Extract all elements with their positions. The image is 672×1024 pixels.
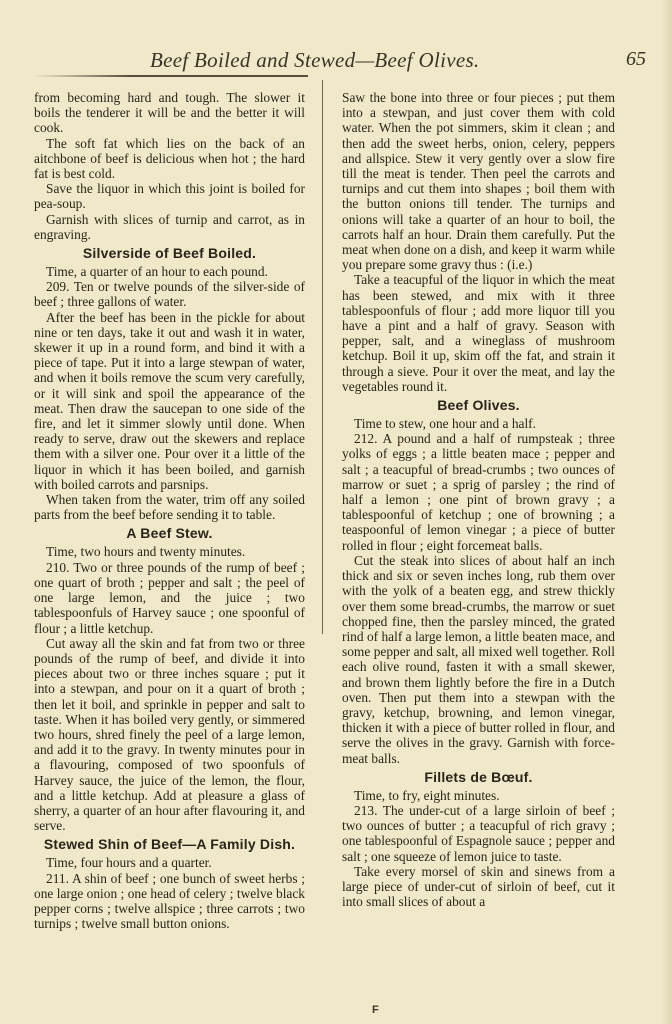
recipe-heading-silverside: Silverside of Beef Boiled. [82,245,257,262]
paragraph: from becoming hard and tough. The slower it boils the tenderer it will be and the better it will cook. [34,90,305,136]
recipe-ingredients: 212. A pound and a half of rumpsteak ; three yolks of eggs ; a little beaten mace ; pepper and salt ; a teacupful of bread-crumbs ; two ounces of marrow or suet ; a sprig of parsley ; the rind of half a lemon ; one pint of brown gravy ; a tablespoonful of ketchup ; one of browning ; a teaspoonful of lemon vinegar ; a piece of butter rolled in flour ; eight forcemeat balls. [342,431,615,553]
recipe-time: Time, four hours and a quarter. [46,855,212,871]
recipe-ingredients: 213. The under-cut of a large sirloin of beef ; two ounces of butter ; a teacupful of rich gravy ; one tablespoonful of Espagnole sauce ; pepper and salt ; one squeeze of lemon juice to taste. [342,802,615,864]
header-rule [34,75,308,77]
recipe-ingredients: 211. A shin of beef ; one bunch of sweet herbs ; one large onion ; one head of celery ; twelve black pepper corns ; twelve allspice ; three carrots ; two turnips ; twelve small button onions. [34,870,305,932]
paragraph: Garnish with slices of turnip and carrot, as in engraving. [34,211,305,242]
recipe-note: When taken from the water, trim off any soiled parts from the beef before sending it to table. [34,492,305,523]
paragraph: Save the liquor in which this joint is boiled for pea-soup. [34,181,305,212]
column-divider [322,80,323,634]
recipe-ingredients: 210. Two or three pounds of the rump of beef ; one quart of broth ; pepper and salt ; the peel of one large lemon, and the juice ; two tablespoonfuls of Harvey sauce ; one spoonful of flour ; a little ketchup. [34,559,305,636]
recipe-time: Time to stew, one hour and a half. [354,416,536,432]
page-number: 65 [626,48,646,70]
right-column [342,90,615,909]
recipe-method: Cut the steak into slices of about half an inch thick and six or seven inches long, rub them over with the yolk of a beaten egg, and strew thickly over them some bread-crumbs, the marrow or suet chopped fine, then the parsley minced, the grated rind of half a large lemon, a little beaten mace, and some pepper and salt, all mixed well together. Roll each olive round, fasten it with a small skewer, and brown them lightly before the fire in a Dutch oven. Then put them into a stewpan with the gravy, ketchup, browning, and lemon vinegar, thicken it with a piece of butter rolled in flour, and serve the olives in the gravy. Garnish with force-meat balls. [342,552,615,766]
signature-mark: F [372,1004,379,1016]
recipe-heading-fillets: Fillets de Bœuf. [424,768,533,785]
recipe-ingredients: 209. Ten or twelve pounds of the silver-side of beef ; three gallons of water. [34,279,305,310]
page-edge-shadow [662,0,672,1024]
running-head [0,48,672,74]
left-column [34,90,305,931]
recipe-method: Take every morsel of skin and sinews from a large piece of under-cut of sirloin of beef, cut it into small slices of about a [342,863,615,910]
recipe-method: After the beef has been in the pickle for about nine or ten days, take it out and wash it in water, skewer it up in a round form, and bind it with a piece of tape. Put it into a large stewpan of water, and when it boils remove the scum very carefully, or it will sink and spoil the appearance of the meat. Then draw the saucepan to one side of the fire, and let it simmer slowly until done. When ready to serve, draw out the skewers and replace them with a silver one. Pour over it a little of the liquor in which it has been boiled, and garnish with boiled carrots and parsnips. [34,309,305,492]
recipe-method: Take a teacupful of the liquor in which the meat has been stewed, and mix with it three tablespoonfuls of flour ; add more liquor till you have a pint and a half of gravy. Season with pepper, salt, and a wineglass of mushroom ketchup. Boil it up, skim off the fat, and strain it through a sieve. Pour it over the meat, and lay the vegetables round it. [342,272,615,394]
recipe-heading-beef-olives: Beef Olives. [437,397,520,414]
recipe-heading-stewed-shin: Stewed Shin of Beef—A Family Dish. [43,836,296,853]
paragraph: The soft fat which lies on the back of an aitchbone of beef is delicious when hot ; the hard fat is best cold. [34,135,305,182]
recipe-method: Saw the bone into three or four pieces ; put them into a stewpan, and just cover them with cold water. When the pot simmers, skim it clean ; and then add the sweet herbs, onion, celery, peppers and allspice. Stew it very gently over a slow fire till the meat is tender. Then peel the carrots and turnips and cut them into shapes ; boil them with the button onions till tender. The turnips and onions will take a quarter of an hour to boil, the carrots half an hour. Drain them carefully. Put the meat when done on a dish, and keep it warm while you prepare some gravy thus : (i.e.) [342,90,615,273]
recipe-time: Time, to fry, eight minutes. [354,787,500,803]
recipe-time: Time, a quarter of an hour to each pound. [46,264,268,280]
recipe-method: Cut away all the skin and fat from two or three pounds of the rump of beef, and divide it into pieces about two or three inches square ; put it into a stewpan, and pour on it a quart of broth ; then let it boil, and sprinkle in pepper and salt to taste. When it has boiled very gently, or simmered two hours, shred finely the peel of a large lemon, and add it to the gravy. In twenty minutes pour in a flavouring, composed of two spoonfuls of Harvey sauce, the juice of the lemon, the flour, and a little ketchup. Add at pleasure a glass of sherry, a quarter of an hour after flavouring it, and serve. [34,635,305,834]
recipe-heading-beef-stew: A Beef Stew. [126,525,213,542]
running-title: Beef Boiled and Stewed—Beef Olives. [150,48,480,72]
recipe-time: Time, two hours and twenty minutes. [46,544,246,560]
